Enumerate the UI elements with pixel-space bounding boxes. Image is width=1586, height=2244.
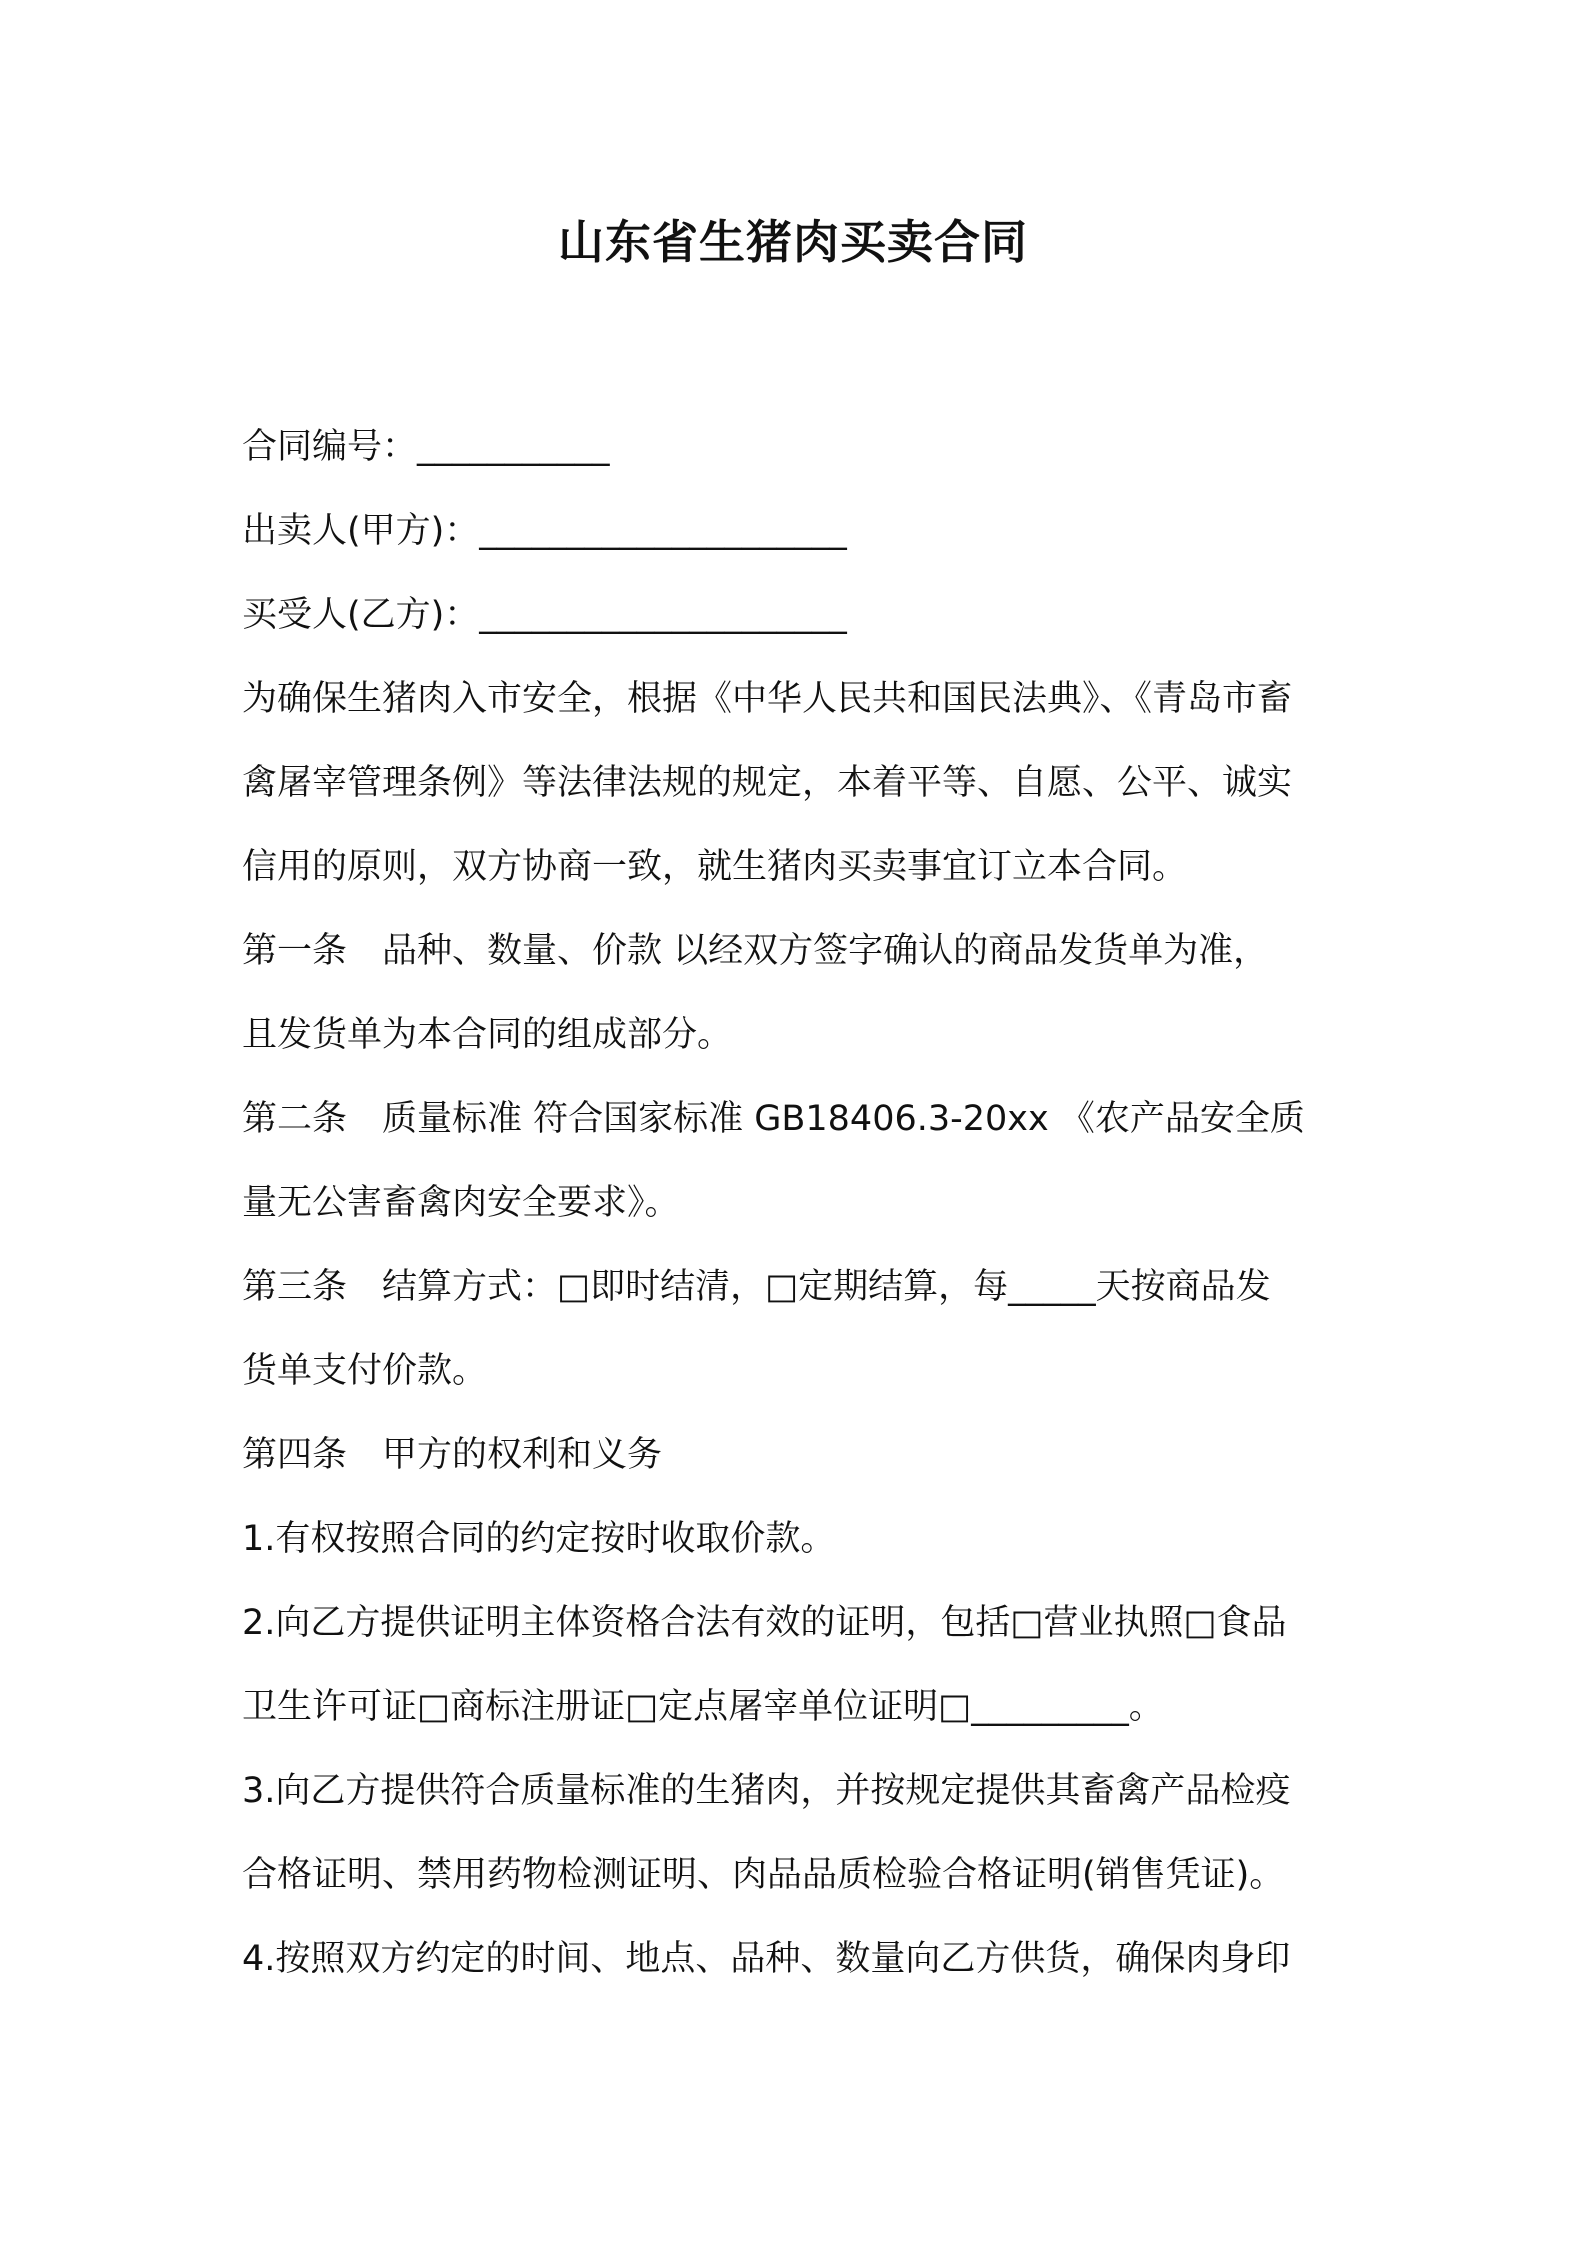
document-body <box>242 405 1358 2001</box>
article-4-item-2: 卫生许可证□商标注册证□定点屠宰单位证明□_________。 <box>242 1687 1164 1727</box>
preamble-line: 为确保生猪肉入市安全，根据《中华人民共和国民法典》、《青岛市畜 <box>242 679 1293 719</box>
article-3-line: 货单支付价款。 <box>242 1351 488 1391</box>
article-4-item-3: 3.向乙方提供符合质量标准的生猪肉，并按规定提供其畜禽产品检疫 <box>242 1771 1291 1811</box>
article-4-heading: 第四条 甲方的权利和义务 <box>242 1435 663 1475</box>
contract-number-line: 合同编号：___________ <box>242 427 610 467</box>
buyer-line: 买受人(乙方)：_____________________ <box>242 595 847 635</box>
article-4-item-3: 合格证明、禁用药物检测证明、肉品品质检验合格证明(销售凭证)。 <box>242 1855 1285 1895</box>
seller-line: 出卖人(甲方)：_____________________ <box>242 511 847 551</box>
preamble-line: 禽屠宰管理条例》等法律法规的规定，本着平等、自愿、公平、诚实 <box>242 763 1293 803</box>
article-1-line: 且发货单为本合同的组成部分。 <box>242 1015 733 1055</box>
article-2-line: 第二条 质量标准 符合国家标准 GB18406.3-20xx 《农产品安全质 <box>242 1099 1305 1139</box>
preamble-line: 信用的原则，双方协商一致，就生猪肉买卖事宜订立本合同。 <box>242 847 1188 887</box>
article-4-item-4: 4.按照双方约定的时间、地点、品种、数量向乙方供货，确保肉身印 <box>242 1939 1291 1979</box>
article-3-line: 第三条 结算方式：□即时结清，□定期结算，每_____天按商品发 <box>242 1267 1271 1307</box>
document-title: 山东省生猪肉买卖合同 <box>558 215 1028 269</box>
article-2-line: 量无公害畜禽肉安全要求》。 <box>242 1183 680 1223</box>
article-4-item-1: 1.有权按照合同的约定按时收取价款。 <box>242 1519 836 1559</box>
article-4-item-2: 2.向乙方提供证明主体资格合法有效的证明，包括□营业执照□食品 <box>242 1603 1287 1643</box>
article-1-line: 第一条 品种、数量、价款 以经双方签字确认的商品发货单为准， <box>242 931 1269 971</box>
